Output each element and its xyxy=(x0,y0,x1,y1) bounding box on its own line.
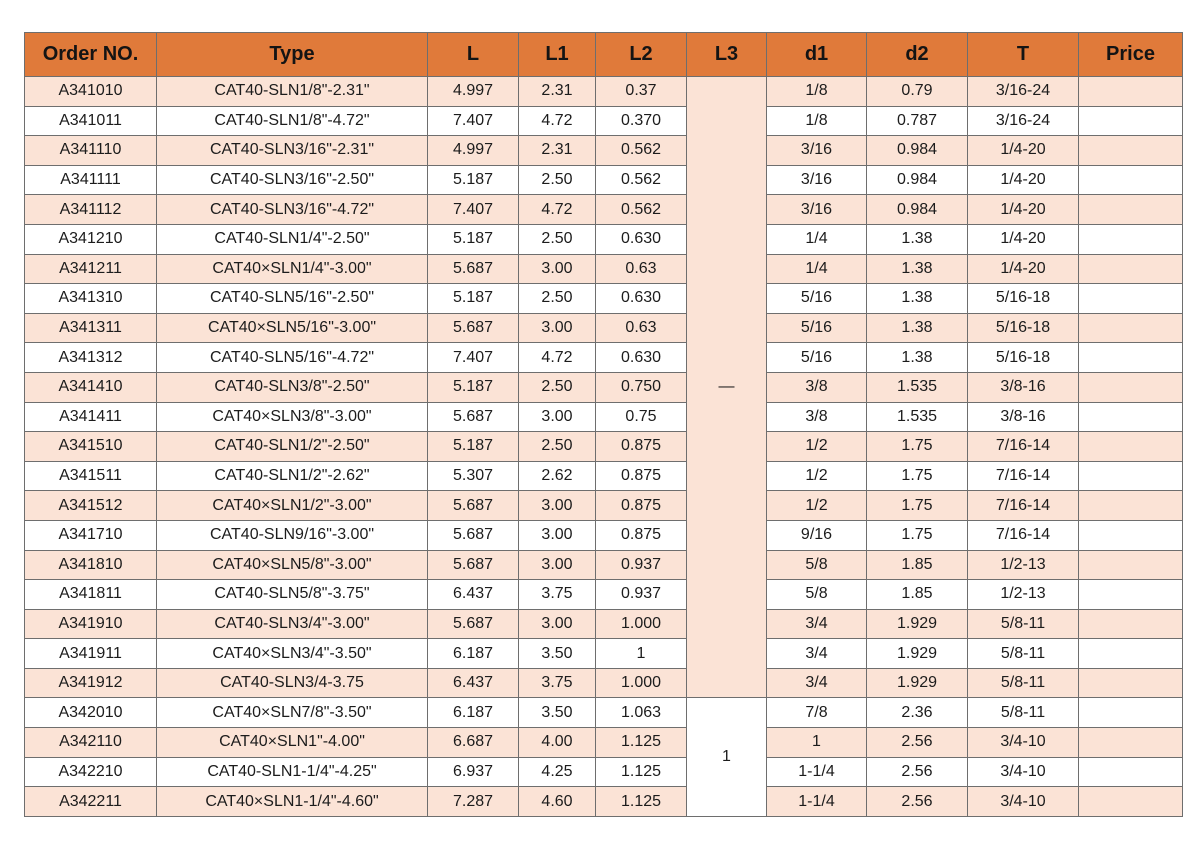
cell-type: CAT40-SLN3/4-3.75 xyxy=(157,668,428,698)
cell-t: 3/4-10 xyxy=(968,728,1079,758)
header-row xyxy=(25,33,1183,77)
cell-t: 3/16-24 xyxy=(968,77,1079,107)
cell-d2: 1.929 xyxy=(867,609,968,639)
table-row xyxy=(25,402,1183,432)
cell-d2: 1.929 xyxy=(867,639,968,669)
cell-d1: 3/8 xyxy=(767,372,867,402)
cell-type: CAT40-SLN3/16"-2.50" xyxy=(157,165,428,195)
table-body xyxy=(25,77,1183,817)
cell-l2: 1.000 xyxy=(596,609,687,639)
cell-l: 5.687 xyxy=(428,520,519,550)
cell-order-no: A342110 xyxy=(25,728,157,758)
cell-l1: 4.72 xyxy=(519,343,596,373)
cell-t: 5/8-11 xyxy=(968,668,1079,698)
cell-l: 5.187 xyxy=(428,165,519,195)
cell-type: CAT40-SLN1/8"-4.72" xyxy=(157,106,428,136)
table-row xyxy=(25,254,1183,284)
cell-l1: 4.72 xyxy=(519,106,596,136)
cell-type: CAT40-SLN1-1/4"-4.25" xyxy=(157,757,428,787)
cell-price xyxy=(1079,313,1183,343)
cell-d2: 1.38 xyxy=(867,284,968,314)
cell-type: CAT40-SLN1/2"-2.50" xyxy=(157,432,428,462)
cell-order-no: A341010 xyxy=(25,77,157,107)
cell-d2: 1.85 xyxy=(867,580,968,610)
cell-price xyxy=(1079,195,1183,225)
cell-l1: 4.60 xyxy=(519,787,596,817)
cell-l1: 2.50 xyxy=(519,224,596,254)
cell-l1: 3.00 xyxy=(519,609,596,639)
cell-t: 5/8-11 xyxy=(968,609,1079,639)
table-row xyxy=(25,728,1183,758)
table-row xyxy=(25,698,1183,728)
cell-l2: 0.630 xyxy=(596,284,687,314)
cell-d2: 2.56 xyxy=(867,757,968,787)
cell-d2: 1.38 xyxy=(867,343,968,373)
cell-type: CAT40×SLN3/4"-3.50" xyxy=(157,639,428,669)
col-header-l: L xyxy=(428,33,519,77)
cell-order-no: A341111 xyxy=(25,165,157,195)
cell-type: CAT40-SLN3/4"-3.00" xyxy=(157,609,428,639)
cell-l1: 3.75 xyxy=(519,580,596,610)
cell-type: CAT40-SLN1/4"-2.50" xyxy=(157,224,428,254)
cell-l1: 2.50 xyxy=(519,432,596,462)
cell-l: 5.187 xyxy=(428,224,519,254)
cell-type: CAT40-SLN3/16"-2.31" xyxy=(157,136,428,166)
cell-d1: 1 xyxy=(767,728,867,758)
cell-l2: 0.630 xyxy=(596,224,687,254)
cell-d1: 1/2 xyxy=(767,432,867,462)
cell-type: CAT40×SLN5/16"-3.00" xyxy=(157,313,428,343)
cell-t: 1/2-13 xyxy=(968,580,1079,610)
table-row xyxy=(25,580,1183,610)
cell-order-no: A341112 xyxy=(25,195,157,225)
cell-t: 7/16-14 xyxy=(968,491,1079,521)
cell-t: 5/8-11 xyxy=(968,698,1079,728)
cell-l2: 0.562 xyxy=(596,165,687,195)
cell-t: 1/4-20 xyxy=(968,224,1079,254)
cell-t: 3/16-24 xyxy=(968,106,1079,136)
cell-t: 1/2-13 xyxy=(968,550,1079,580)
cell-order-no: A341810 xyxy=(25,550,157,580)
table-row xyxy=(25,165,1183,195)
cell-t: 3/8-16 xyxy=(968,402,1079,432)
cell-price xyxy=(1079,254,1183,284)
table-row xyxy=(25,491,1183,521)
cell-l2: 0.37 xyxy=(596,77,687,107)
cell-price xyxy=(1079,461,1183,491)
table-row xyxy=(25,550,1183,580)
cell-d2: 0.79 xyxy=(867,77,968,107)
table-row xyxy=(25,284,1183,314)
cell-l2: 0.875 xyxy=(596,432,687,462)
cell-l1: 4.25 xyxy=(519,757,596,787)
table-row xyxy=(25,432,1183,462)
table-row xyxy=(25,372,1183,402)
cell-order-no: A341210 xyxy=(25,224,157,254)
cell-order-no: A341311 xyxy=(25,313,157,343)
cell-order-no: A341310 xyxy=(25,284,157,314)
cell-l1: 2.50 xyxy=(519,165,596,195)
cell-t: 3/8-16 xyxy=(968,372,1079,402)
cell-l2: 0.875 xyxy=(596,520,687,550)
cell-l1: 2.31 xyxy=(519,136,596,166)
cell-l2: 1.063 xyxy=(596,698,687,728)
cell-order-no: A341511 xyxy=(25,461,157,491)
cell-price xyxy=(1079,136,1183,166)
cell-l1: 2.62 xyxy=(519,461,596,491)
cell-l2: 0.937 xyxy=(596,550,687,580)
cell-order-no: A341710 xyxy=(25,520,157,550)
cell-order-no: A341811 xyxy=(25,580,157,610)
col-header-order: Order NO. xyxy=(25,33,157,77)
cell-l1: 4.00 xyxy=(519,728,596,758)
cell-l: 6.687 xyxy=(428,728,519,758)
cell-l1: 3.00 xyxy=(519,520,596,550)
cell-type: CAT40×SLN7/8"-3.50" xyxy=(157,698,428,728)
cell-d2: 0.984 xyxy=(867,195,968,225)
cell-type: CAT40×SLN1/2"-3.00" xyxy=(157,491,428,521)
cell-l2: 0.875 xyxy=(596,461,687,491)
table-row xyxy=(25,343,1183,373)
cell-price xyxy=(1079,284,1183,314)
cell-order-no: A341510 xyxy=(25,432,157,462)
cell-type: CAT40×SLN1/4"-3.00" xyxy=(157,254,428,284)
cell-type: CAT40-SLN1/2"-2.62" xyxy=(157,461,428,491)
cell-d1: 1/2 xyxy=(767,491,867,521)
cell-l3-merged: — xyxy=(687,77,767,698)
cell-order-no: A341011 xyxy=(25,106,157,136)
cell-l: 5.687 xyxy=(428,254,519,284)
col-header-type: Type xyxy=(157,33,428,77)
cell-l: 7.287 xyxy=(428,787,519,817)
cell-price xyxy=(1079,639,1183,669)
cell-type: CAT40-SLN3/8"-2.50" xyxy=(157,372,428,402)
table-row xyxy=(25,313,1183,343)
cell-d2: 0.787 xyxy=(867,106,968,136)
cell-d1: 5/8 xyxy=(767,550,867,580)
cell-l2: 0.75 xyxy=(596,402,687,432)
cell-d1: 3/4 xyxy=(767,639,867,669)
cell-d2: 2.56 xyxy=(867,787,968,817)
cell-price xyxy=(1079,77,1183,107)
cell-price xyxy=(1079,402,1183,432)
cell-t: 5/8-11 xyxy=(968,639,1079,669)
cell-d2: 1.38 xyxy=(867,313,968,343)
table-row xyxy=(25,195,1183,225)
cell-d1: 1/2 xyxy=(767,461,867,491)
cell-d1: 5/16 xyxy=(767,284,867,314)
cell-d2: 1.38 xyxy=(867,224,968,254)
cell-l1: 3.00 xyxy=(519,491,596,521)
cell-l1: 2.50 xyxy=(519,372,596,402)
cell-l: 7.407 xyxy=(428,106,519,136)
cell-type: CAT40-SLN3/16"-4.72" xyxy=(157,195,428,225)
cell-d2: 1.75 xyxy=(867,461,968,491)
cell-price xyxy=(1079,343,1183,373)
cell-d1: 3/16 xyxy=(767,195,867,225)
cell-d2: 1.75 xyxy=(867,432,968,462)
cell-d1: 3/16 xyxy=(767,165,867,195)
table-row xyxy=(25,461,1183,491)
cell-t: 3/4-10 xyxy=(968,787,1079,817)
cell-type: CAT40×SLN3/8"-3.00" xyxy=(157,402,428,432)
table-row xyxy=(25,787,1183,817)
table-row xyxy=(25,520,1183,550)
cell-l1: 3.00 xyxy=(519,402,596,432)
cell-type: CAT40-SLN5/16"-4.72" xyxy=(157,343,428,373)
cell-price xyxy=(1079,728,1183,758)
cell-t: 3/4-10 xyxy=(968,757,1079,787)
cell-price xyxy=(1079,165,1183,195)
cell-l: 6.187 xyxy=(428,698,519,728)
cell-price xyxy=(1079,520,1183,550)
cell-l1: 3.00 xyxy=(519,313,596,343)
cell-d2: 1.929 xyxy=(867,668,968,698)
cell-order-no: A341211 xyxy=(25,254,157,284)
cell-l: 5.307 xyxy=(428,461,519,491)
cell-d1: 1-1/4 xyxy=(767,787,867,817)
table-row xyxy=(25,668,1183,698)
cell-type: CAT40-SLN9/16"-3.00" xyxy=(157,520,428,550)
col-header-l3: L3 xyxy=(687,33,767,77)
cell-l: 4.997 xyxy=(428,77,519,107)
cell-l: 4.997 xyxy=(428,136,519,166)
cell-t: 1/4-20 xyxy=(968,195,1079,225)
col-header-d1: d1 xyxy=(767,33,867,77)
cell-d1: 5/16 xyxy=(767,343,867,373)
cell-l: 6.187 xyxy=(428,639,519,669)
cell-price xyxy=(1079,698,1183,728)
cell-d1: 9/16 xyxy=(767,520,867,550)
cell-price xyxy=(1079,757,1183,787)
cell-type: CAT40×SLN1"-4.00" xyxy=(157,728,428,758)
cell-l2: 0.750 xyxy=(596,372,687,402)
col-header-d2: d2 xyxy=(867,33,968,77)
cell-price xyxy=(1079,580,1183,610)
col-header-t: T xyxy=(968,33,1079,77)
cell-order-no: A341312 xyxy=(25,343,157,373)
cell-price xyxy=(1079,106,1183,136)
table-row xyxy=(25,757,1183,787)
cell-l2: 1 xyxy=(596,639,687,669)
cell-l1: 3.75 xyxy=(519,668,596,698)
cell-l2: 1.125 xyxy=(596,728,687,758)
cell-l1: 3.50 xyxy=(519,639,596,669)
cell-type: CAT40-SLN5/16"-2.50" xyxy=(157,284,428,314)
cell-l1: 3.50 xyxy=(519,698,596,728)
cell-l: 5.687 xyxy=(428,491,519,521)
table-row xyxy=(25,136,1183,166)
cell-d1: 3/4 xyxy=(767,668,867,698)
cell-order-no: A342211 xyxy=(25,787,157,817)
cell-l2: 0.937 xyxy=(596,580,687,610)
cell-l: 6.937 xyxy=(428,757,519,787)
cell-price xyxy=(1079,609,1183,639)
cell-t: 7/16-14 xyxy=(968,432,1079,462)
cell-l: 6.437 xyxy=(428,668,519,698)
cell-t: 1/4-20 xyxy=(968,254,1079,284)
cell-order-no: A342210 xyxy=(25,757,157,787)
cell-d2: 0.984 xyxy=(867,136,968,166)
cell-d2: 1.535 xyxy=(867,402,968,432)
cell-l1: 4.72 xyxy=(519,195,596,225)
cell-d1: 1/8 xyxy=(767,77,867,107)
cell-t: 5/16-18 xyxy=(968,343,1079,373)
cell-price xyxy=(1079,668,1183,698)
cell-d2: 2.56 xyxy=(867,728,968,758)
cell-l2: 0.562 xyxy=(596,136,687,166)
cell-d1: 3/8 xyxy=(767,402,867,432)
cell-price xyxy=(1079,432,1183,462)
cell-l2: 0.562 xyxy=(596,195,687,225)
cell-l: 7.407 xyxy=(428,195,519,225)
cell-l2: 1.125 xyxy=(596,757,687,787)
cell-d1: 3/16 xyxy=(767,136,867,166)
cell-l1: 2.31 xyxy=(519,77,596,107)
cell-type: CAT40-SLN5/8"-3.75" xyxy=(157,580,428,610)
cell-price xyxy=(1079,491,1183,521)
cell-type: CAT40×SLN1-1/4"-4.60" xyxy=(157,787,428,817)
cell-t: 1/4-20 xyxy=(968,165,1079,195)
cell-order-no: A341411 xyxy=(25,402,157,432)
cell-l2: 1.000 xyxy=(596,668,687,698)
table-row xyxy=(25,224,1183,254)
cell-t: 5/16-18 xyxy=(968,313,1079,343)
cell-t: 7/16-14 xyxy=(968,520,1079,550)
cell-l1: 3.00 xyxy=(519,254,596,284)
cell-l: 5.687 xyxy=(428,550,519,580)
cell-l: 5.187 xyxy=(428,372,519,402)
cell-d1: 3/4 xyxy=(767,609,867,639)
cell-d1: 5/16 xyxy=(767,313,867,343)
cell-d2: 1.535 xyxy=(867,372,968,402)
cell-price xyxy=(1079,224,1183,254)
cell-l2: 0.630 xyxy=(596,343,687,373)
cell-d1: 5/8 xyxy=(767,580,867,610)
cell-t: 5/16-18 xyxy=(968,284,1079,314)
spec-table xyxy=(24,32,1183,817)
cell-l: 5.687 xyxy=(428,609,519,639)
cell-l2: 0.875 xyxy=(596,491,687,521)
cell-type: CAT40-SLN1/8"-2.31" xyxy=(157,77,428,107)
col-header-l2: L2 xyxy=(596,33,687,77)
cell-l: 5.187 xyxy=(428,432,519,462)
cell-d1: 1/4 xyxy=(767,224,867,254)
cell-l: 6.437 xyxy=(428,580,519,610)
cell-d2: 1.75 xyxy=(867,520,968,550)
cell-l2: 0.63 xyxy=(596,254,687,284)
cell-d1: 1/4 xyxy=(767,254,867,284)
cell-l: 7.407 xyxy=(428,343,519,373)
table-row xyxy=(25,77,1183,107)
cell-d2: 1.38 xyxy=(867,254,968,284)
cell-l: 5.687 xyxy=(428,402,519,432)
cell-d2: 1.85 xyxy=(867,550,968,580)
cell-l: 5.187 xyxy=(428,284,519,314)
col-header-l1: L1 xyxy=(519,33,596,77)
cell-order-no: A341910 xyxy=(25,609,157,639)
cell-t: 7/16-14 xyxy=(968,461,1079,491)
cell-order-no: A341410 xyxy=(25,372,157,402)
cell-order-no: A341512 xyxy=(25,491,157,521)
cell-d1: 1/8 xyxy=(767,106,867,136)
cell-l2: 0.370 xyxy=(596,106,687,136)
cell-d1: 7/8 xyxy=(767,698,867,728)
cell-l2: 1.125 xyxy=(596,787,687,817)
cell-l1: 2.50 xyxy=(519,284,596,314)
cell-d1: 1-1/4 xyxy=(767,757,867,787)
cell-d2: 2.36 xyxy=(867,698,968,728)
cell-t: 1/4-20 xyxy=(968,136,1079,166)
table-row xyxy=(25,609,1183,639)
cell-l1: 3.00 xyxy=(519,550,596,580)
cell-price xyxy=(1079,787,1183,817)
cell-price xyxy=(1079,372,1183,402)
cell-l2: 0.63 xyxy=(596,313,687,343)
cell-order-no: A341110 xyxy=(25,136,157,166)
cell-order-no: A341912 xyxy=(25,668,157,698)
cell-l3-merged: 1 xyxy=(687,698,767,816)
cell-d2: 0.984 xyxy=(867,165,968,195)
table-row xyxy=(25,106,1183,136)
cell-order-no: A342010 xyxy=(25,698,157,728)
col-header-price: Price xyxy=(1079,33,1183,77)
table-row xyxy=(25,639,1183,669)
cell-d2: 1.75 xyxy=(867,491,968,521)
cell-l: 5.687 xyxy=(428,313,519,343)
cell-type: CAT40×SLN5/8"-3.00" xyxy=(157,550,428,580)
cell-price xyxy=(1079,550,1183,580)
cell-order-no: A341911 xyxy=(25,639,157,669)
